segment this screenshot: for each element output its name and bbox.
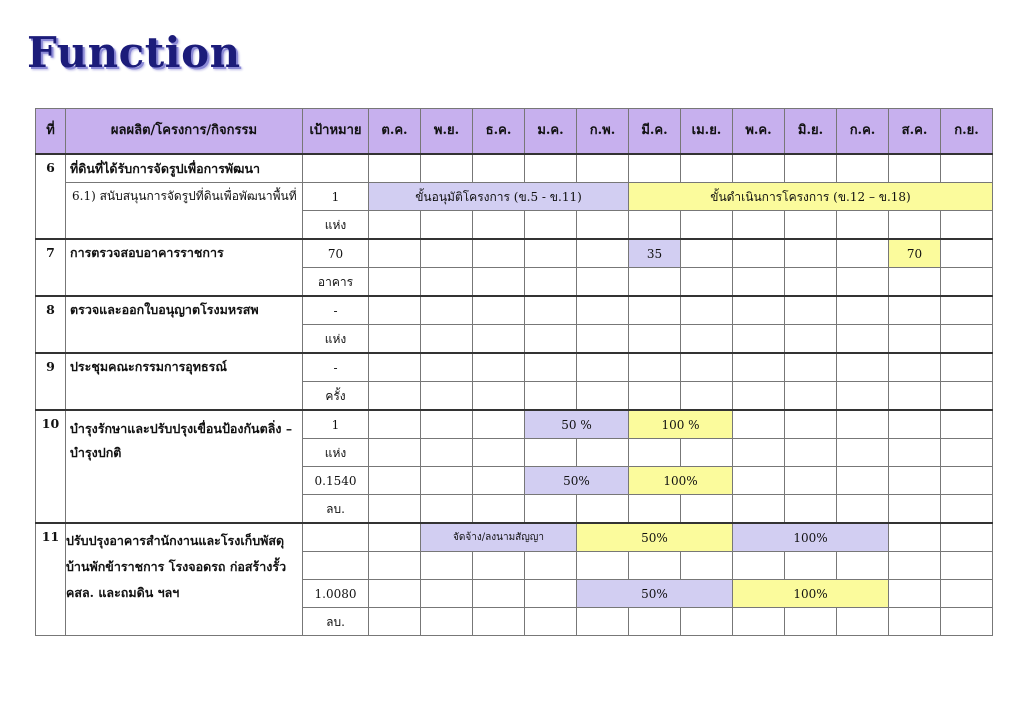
- empty-cell: [473, 495, 525, 524]
- empty-cell: [941, 467, 993, 495]
- empty-cell: [681, 325, 733, 354]
- empty-cell: [785, 467, 837, 495]
- col-header-month: เม.ย.: [681, 109, 733, 155]
- empty-cell: [629, 325, 681, 354]
- empty-cell: [889, 608, 941, 636]
- col-header-month: มี.ค.: [629, 109, 681, 155]
- empty-cell: [369, 552, 421, 580]
- empty-cell: [369, 495, 421, 524]
- empty-cell: [421, 467, 473, 495]
- empty-cell: [837, 268, 889, 297]
- empty-cell: [421, 211, 473, 240]
- progress-100-bar: 100%: [629, 467, 733, 495]
- table-row: [36, 296, 993, 325]
- item-title: ที่ดินที่ได้รับการจัดรูปเพื่อการพัฒนา: [66, 154, 303, 183]
- empty-cell: [421, 495, 473, 524]
- empty-cell: [733, 467, 785, 495]
- empty-cell: [785, 239, 837, 268]
- target-unit: ลบ.: [303, 495, 369, 524]
- target-unit: แห่ง: [303, 325, 369, 354]
- table-row: [36, 154, 993, 183]
- empty-cell: [369, 410, 421, 439]
- empty-cell: [421, 382, 473, 411]
- target-unit: แห่ง: [303, 211, 369, 240]
- target-value: 0.1540: [303, 467, 369, 495]
- page-title: Function: [27, 28, 241, 77]
- empty-cell: [525, 580, 577, 608]
- empty-cell: [577, 439, 629, 467]
- empty-cell: [837, 495, 889, 524]
- empty-cell: [733, 296, 785, 325]
- empty-cell: [785, 154, 837, 183]
- empty-cell: [525, 154, 577, 183]
- empty-cell: [577, 495, 629, 524]
- empty-cell: [421, 552, 473, 580]
- empty-cell: [941, 154, 993, 183]
- empty-cell: [473, 382, 525, 411]
- empty-cell: [577, 608, 629, 636]
- table-row: [36, 353, 993, 382]
- empty-cell: [785, 439, 837, 467]
- empty-cell: [473, 325, 525, 354]
- empty-cell: [837, 439, 889, 467]
- item-title: ปรับปรุงอาคารสำนักงานและโรงเก็บพัสดุ บ้านพักข้าราชการ โรงจอดรถ ก่อสร้างรั้ว คสล. และถมดิน ฯลฯ: [66, 523, 303, 636]
- header-row: [36, 109, 993, 155]
- empty-cell: [369, 353, 421, 382]
- empty-cell: [421, 268, 473, 297]
- empty-cell: [733, 211, 785, 240]
- empty-cell: [421, 325, 473, 354]
- empty-cell: [577, 353, 629, 382]
- empty-cell: [785, 382, 837, 411]
- empty-cell: [837, 382, 889, 411]
- empty-cell: [941, 268, 993, 297]
- empty-cell: [889, 211, 941, 240]
- empty-cell: [421, 580, 473, 608]
- empty-cell: [577, 382, 629, 411]
- empty-cell: [629, 268, 681, 297]
- empty-cell: [473, 211, 525, 240]
- target-unit: ครั้ง: [303, 382, 369, 411]
- empty-cell: [889, 296, 941, 325]
- empty-cell: [941, 608, 993, 636]
- empty-cell: [303, 523, 369, 552]
- empty-cell: [473, 353, 525, 382]
- empty-cell: [369, 296, 421, 325]
- empty-cell: [889, 353, 941, 382]
- empty-cell: [941, 239, 993, 268]
- empty-cell: [733, 325, 785, 354]
- empty-cell: [473, 467, 525, 495]
- col-header-month: ต.ค.: [369, 109, 421, 155]
- empty-cell: [733, 382, 785, 411]
- empty-cell: [577, 552, 629, 580]
- empty-cell: [837, 239, 889, 268]
- table-row: [36, 239, 993, 268]
- empty-cell: [629, 382, 681, 411]
- target-value: -: [303, 353, 369, 382]
- empty-cell: [941, 552, 993, 580]
- empty-cell: [889, 523, 941, 552]
- empty-cell: [837, 410, 889, 439]
- empty-cell: [577, 154, 629, 183]
- col-header-month: ม.ค.: [525, 109, 577, 155]
- empty-cell: [889, 552, 941, 580]
- empty-cell: [369, 523, 421, 552]
- progress-50-bar: 50 %: [525, 410, 629, 439]
- empty-cell: [941, 325, 993, 354]
- empty-cell: [681, 353, 733, 382]
- empty-cell: [369, 211, 421, 240]
- empty-cell: [837, 325, 889, 354]
- empty-cell: [785, 268, 837, 297]
- execution-phase-bar: ขั้นดำเนินการโครงการ (ข.12 – ข.18): [629, 183, 993, 211]
- progress-100-bar: 100 %: [629, 410, 733, 439]
- empty-cell: [473, 296, 525, 325]
- empty-cell: [941, 495, 993, 524]
- empty-cell: [473, 268, 525, 297]
- item-subtitle: 6.1) สนับสนุนการจัดรูปที่ดินเพื่อพัฒนาพื้นที่: [66, 183, 303, 240]
- empty-cell: [941, 410, 993, 439]
- item-title: ประชุมคณะกรรมการอุทธรณ์: [66, 353, 303, 410]
- empty-cell: [577, 325, 629, 354]
- empty-cell: [681, 154, 733, 183]
- empty-cell: [837, 353, 889, 382]
- empty-cell: [629, 211, 681, 240]
- table-row: [36, 523, 993, 552]
- empty-cell: [629, 296, 681, 325]
- empty-cell: [785, 211, 837, 240]
- empty-cell: [889, 268, 941, 297]
- empty-cell: [889, 410, 941, 439]
- empty-cell: [525, 608, 577, 636]
- empty-cell: [525, 296, 577, 325]
- target-value: 1: [303, 410, 369, 439]
- empty-cell: [303, 154, 369, 183]
- empty-cell: [629, 353, 681, 382]
- empty-cell: [525, 239, 577, 268]
- item-number: 11: [36, 523, 66, 636]
- empty-cell: [837, 552, 889, 580]
- empty-cell: [473, 154, 525, 183]
- empty-cell: [369, 325, 421, 354]
- col-header-no: ที่: [36, 109, 66, 155]
- empty-cell: [681, 608, 733, 636]
- empty-cell: [733, 552, 785, 580]
- empty-cell: [733, 268, 785, 297]
- col-header-month: พ.ย.: [421, 109, 473, 155]
- item-number: 10: [36, 410, 66, 523]
- empty-cell: [733, 495, 785, 524]
- empty-cell: [525, 211, 577, 240]
- col-header-month: ส.ค.: [889, 109, 941, 155]
- empty-cell: [889, 325, 941, 354]
- empty-cell: [941, 382, 993, 411]
- empty-cell: [837, 467, 889, 495]
- col-header-task: ผลผลิต/โครงการ/กิจกรรม: [66, 109, 303, 155]
- empty-cell: [837, 608, 889, 636]
- empty-cell: [681, 268, 733, 297]
- item-number: 6: [36, 154, 66, 239]
- col-header-month: ก.ค.: [837, 109, 889, 155]
- col-header-month: ก.ย.: [941, 109, 993, 155]
- empty-cell: [889, 580, 941, 608]
- empty-cell: [681, 495, 733, 524]
- empty-cell: [733, 239, 785, 268]
- empty-cell: [421, 353, 473, 382]
- empty-cell: [681, 382, 733, 411]
- empty-cell: [889, 439, 941, 467]
- empty-cell: [421, 154, 473, 183]
- empty-cell: [733, 608, 785, 636]
- contract-signing-bar: จัดจ้าง/ลงนามสัญญา: [421, 523, 577, 552]
- progress-50-bar: 50%: [577, 523, 733, 552]
- empty-cell: [473, 410, 525, 439]
- empty-cell: [785, 353, 837, 382]
- empty-cell: [421, 239, 473, 268]
- empty-cell: [733, 353, 785, 382]
- empty-cell: [629, 552, 681, 580]
- empty-cell: [629, 439, 681, 467]
- empty-cell: [785, 552, 837, 580]
- empty-cell: [473, 552, 525, 580]
- empty-cell: [421, 410, 473, 439]
- empty-cell: [629, 495, 681, 524]
- empty-cell: [941, 580, 993, 608]
- target-unit: ลบ.: [303, 608, 369, 636]
- empty-cell: [473, 239, 525, 268]
- empty-cell: [577, 239, 629, 268]
- target-value: 1: [303, 183, 369, 211]
- progress-50-bar: 50%: [525, 467, 629, 495]
- empty-cell: [681, 239, 733, 268]
- empty-cell: [785, 410, 837, 439]
- empty-cell: [369, 154, 421, 183]
- empty-cell: [733, 439, 785, 467]
- item-title: ตรวจและออกใบอนุญาตโรงมหรสพ: [66, 296, 303, 353]
- august-value: 70: [889, 239, 941, 268]
- empty-cell: [525, 325, 577, 354]
- empty-cell: [733, 154, 785, 183]
- target-unit: แห่ง: [303, 439, 369, 467]
- empty-cell: [473, 608, 525, 636]
- item-number: 7: [36, 239, 66, 296]
- empty-cell: [941, 296, 993, 325]
- empty-cell: [369, 268, 421, 297]
- empty-cell: [941, 439, 993, 467]
- empty-cell: [681, 296, 733, 325]
- empty-cell: [941, 523, 993, 552]
- empty-cell: [369, 467, 421, 495]
- empty-cell: [303, 552, 369, 580]
- empty-cell: [785, 296, 837, 325]
- empty-cell: [525, 382, 577, 411]
- empty-cell: [837, 296, 889, 325]
- empty-cell: [525, 353, 577, 382]
- empty-cell: [785, 608, 837, 636]
- table-row: [36, 183, 993, 211]
- empty-cell: [577, 268, 629, 297]
- empty-cell: [941, 211, 993, 240]
- progress-100-bar: 100%: [733, 523, 889, 552]
- progress-50-bar: 50%: [577, 580, 733, 608]
- empty-cell: [577, 211, 629, 240]
- empty-cell: [473, 580, 525, 608]
- empty-cell: [837, 154, 889, 183]
- empty-cell: [681, 211, 733, 240]
- empty-cell: [421, 439, 473, 467]
- empty-cell: [473, 439, 525, 467]
- target-value: 1.0080: [303, 580, 369, 608]
- item-title: การตรวจสอบอาคารราชการ: [66, 239, 303, 296]
- work-plan-table: [35, 108, 993, 636]
- empty-cell: [889, 495, 941, 524]
- item-number: 9: [36, 353, 66, 410]
- empty-cell: [681, 439, 733, 467]
- empty-cell: [889, 382, 941, 411]
- empty-cell: [837, 211, 889, 240]
- empty-cell: [629, 154, 681, 183]
- empty-cell: [889, 467, 941, 495]
- progress-100-bar: 100%: [733, 580, 889, 608]
- empty-cell: [681, 552, 733, 580]
- empty-cell: [629, 608, 681, 636]
- empty-cell: [369, 382, 421, 411]
- empty-cell: [525, 552, 577, 580]
- empty-cell: [421, 296, 473, 325]
- empty-cell: [733, 410, 785, 439]
- empty-cell: [941, 353, 993, 382]
- empty-cell: [369, 580, 421, 608]
- empty-cell: [577, 296, 629, 325]
- empty-cell: [525, 439, 577, 467]
- col-header-month: พ.ค.: [733, 109, 785, 155]
- col-header-month: ก.พ.: [577, 109, 629, 155]
- table-row: [36, 410, 993, 439]
- empty-cell: [785, 325, 837, 354]
- approval-phase-bar: ขั้นอนุมัติโครงการ (ข.5 - ข.11): [369, 183, 629, 211]
- target-value: -: [303, 296, 369, 325]
- empty-cell: [525, 268, 577, 297]
- empty-cell: [785, 495, 837, 524]
- empty-cell: [369, 439, 421, 467]
- item-number: 8: [36, 296, 66, 353]
- target-unit: อาคาร: [303, 268, 369, 297]
- empty-cell: [889, 154, 941, 183]
- march-value: 35: [629, 239, 681, 268]
- target-value: 70: [303, 239, 369, 268]
- col-header-month: ธ.ค.: [473, 109, 525, 155]
- item-title: บำรุงรักษาและปรับปรุงเขื่อนป้องกันตลิ่ง – บำรุงปกติ: [66, 410, 303, 523]
- empty-cell: [369, 239, 421, 268]
- empty-cell: [525, 495, 577, 524]
- empty-cell: [369, 608, 421, 636]
- col-header-month: มิ.ย.: [785, 109, 837, 155]
- empty-cell: [421, 608, 473, 636]
- col-header-target: เป้าหมาย: [303, 109, 369, 155]
